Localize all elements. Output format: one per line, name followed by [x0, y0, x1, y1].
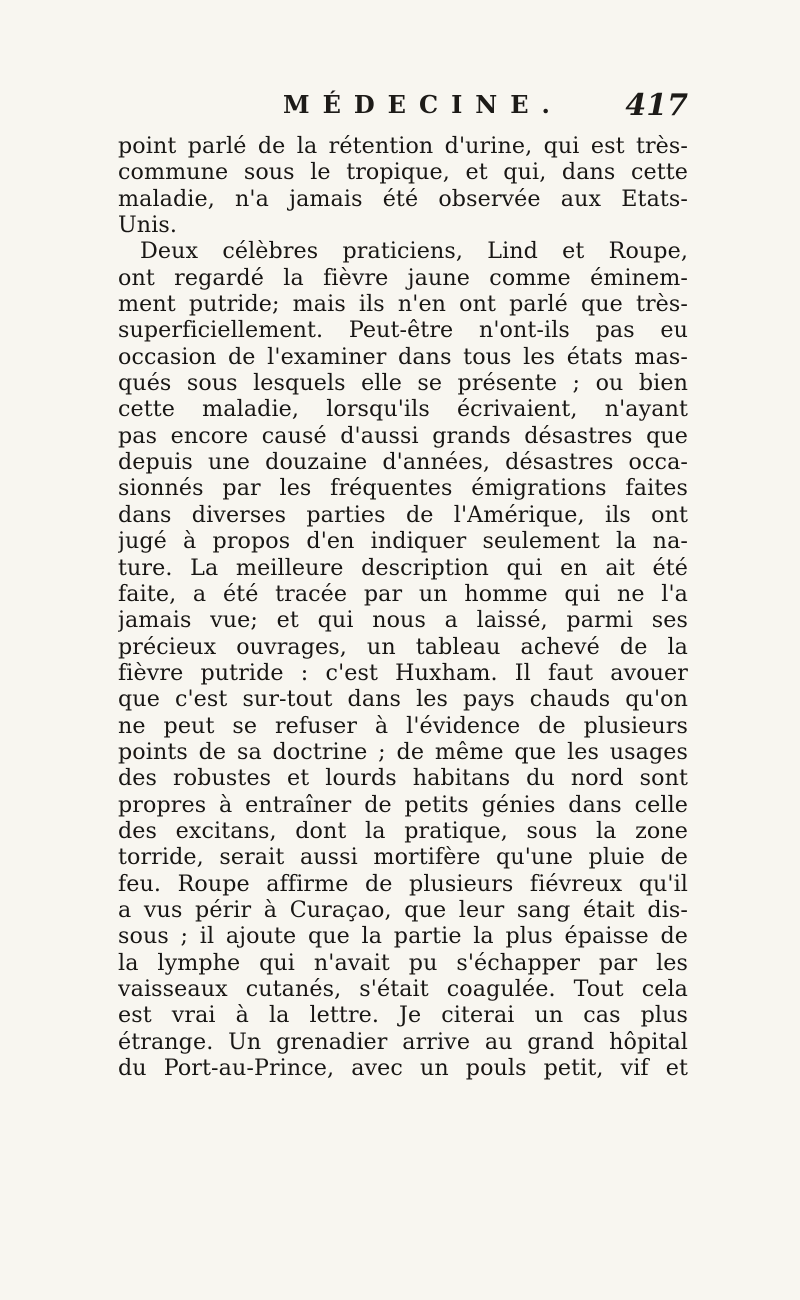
page-number: 417 [625, 88, 688, 123]
text-line-14: sionnés par les fréquentes émigrations faites [118, 475, 688, 502]
text-line-24: points de sa doctrine ; de même que les usages [118, 738, 688, 765]
text-line-19: jamais vue; et qui nous a laissé, parmi ses [118, 607, 688, 634]
text-line-5: Deux célèbres praticiens, Lind et Roupe, [140, 238, 688, 265]
text-line-35: étrange. Un grenadier arrive au grand hôpital [118, 1028, 688, 1055]
text-line-30: a vus périr à Curaçao, que leur sang était dis- [118, 896, 688, 923]
text-line-22: que c'est sur-tout dans les pays chauds qu'on [118, 686, 688, 713]
text-line-15: dans diverses parties de l'Amérique, ils ont [118, 501, 688, 528]
text-line-3: maladie, n'a jamais été observée aux Etats- [118, 185, 688, 212]
text-line-6: ont regardé la fièvre jaune comme éminem- [118, 264, 688, 291]
text-line-20: précieux ouvrages, un tableau achevé de la [118, 633, 688, 660]
text-line-33: vaisseaux cutanés, s'était coagulée. Tout cela [118, 976, 688, 1002]
text-line-27: des excitans, dont la pratique, sous la zone [118, 817, 688, 844]
text-line-13: depuis une douzaine d'années, désastres occa- [118, 449, 688, 476]
text-line-11: cette maladie, lorsqu'ils écrivaient, n'ayant [118, 396, 688, 423]
text-line-25: des robustes et lourds habitans du nord sont [118, 765, 688, 792]
text-line-4: Unis. [118, 212, 178, 239]
text-line-28: torride, serait aussi mortifère qu'une pluie de [118, 844, 688, 871]
text-line-16: jugé à propos d'en indiquer seulement la na- [118, 528, 688, 555]
text-line-21: fièvre putride : c'est Huxham. Il faut avouer [118, 659, 688, 686]
text-line-17: ture. La meilleure description qui en ait été [118, 554, 688, 581]
running-title: MÉDECINE. [283, 90, 563, 119]
text-line-26: propres à entraîner de petits génies dans celle [118, 791, 688, 818]
text-line-12: pas encore causé d'aussi grands désastres que [118, 422, 688, 449]
text-line-2: commune sous le tropique, et qui, dans cette [118, 159, 688, 186]
body-text [118, 133, 688, 1081]
page-header [118, 88, 688, 128]
text-line-8: superficiellement. Peut-être n'ont-ils pas eu [118, 317, 688, 344]
text-line-36: du Port-au-Prince, avec un pouls petit, vif et [118, 1055, 688, 1082]
text-line-9: occasion de l'examiner dans tous les états mas- [118, 343, 688, 370]
text-line-18: faite, a été tracée par un homme qui ne l'a [118, 580, 688, 607]
text-line-1: point parlé de la rétention d'urine, qui est très- [118, 133, 688, 159]
text-line-10: qués sous lesquels elle se présente ; ou bien [118, 370, 688, 397]
text-line-7: ment putride; mais ils n'en ont parlé que très- [118, 291, 688, 318]
text-line-31: sous ; il ajoute que la partie la plus épaisse de [118, 923, 688, 950]
text-line-29: feu. Roupe affirme de plusieurs fiévreux qu'il [118, 870, 688, 897]
text-line-32: la lymphe qui n'avait pu s'échapper par les [118, 949, 688, 976]
text-line-34: est vrai à la lettre. Je citerai un cas plus [118, 1002, 688, 1029]
text-line-23: ne peut se refuser à l'évidence de plusieurs [118, 712, 688, 739]
